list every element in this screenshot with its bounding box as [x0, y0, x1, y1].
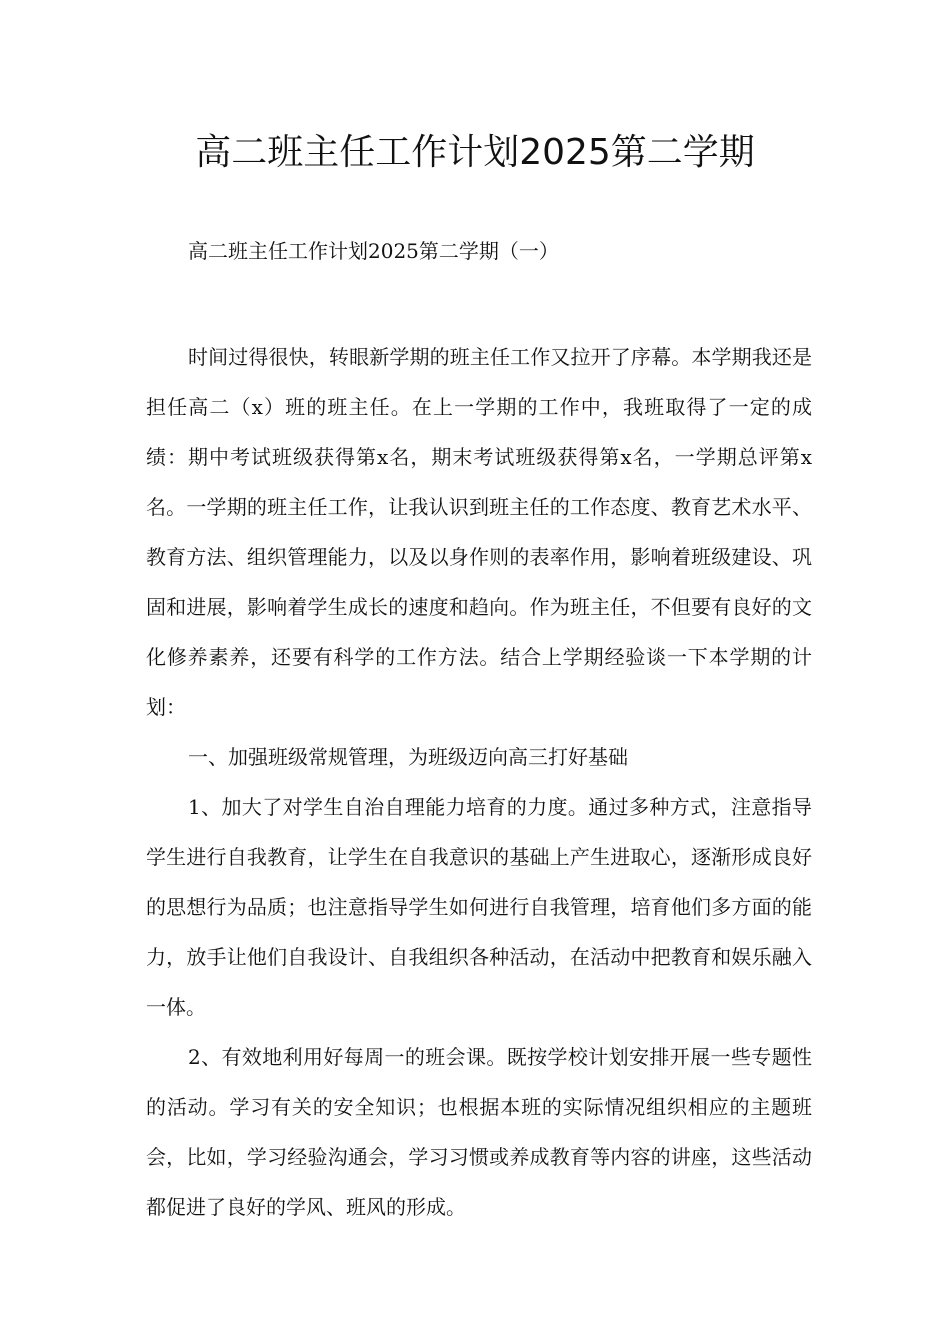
item-paragraph-2: 2、有效地利用好每周一的班会课。既按学校计划安排开展一些专题性的活动。学习有关的安全知识；也根据本班的实际情况组织相应的主题班会，比如，学习经验沟通会，学习习惯或养成教育等内容的讲座，这些活动都促进了良好的学风、班风的形成。	[146, 1045, 812, 1219]
document-body	[146, 332, 812, 1232]
item-paragraph-1: 1、加大了对学生自治自理能力培育的力度。通过多种方式，注意指导学生进行自我教育，让学生在自我意识的基础上产生进取心，逐渐形成良好的思想行为品质；也注意指导学生如何进行自我管理，培育他们多方面的能力，放手让他们自我设计、自我组织各种活动，在活动中把教育和娱乐融入一体。	[146, 795, 812, 1019]
document-subtitle: 高二班主任工作计划2025第二学期（一）	[188, 239, 559, 263]
intro-paragraph: 时间过得很快，转眼新学期的班主任工作又拉开了序幕。本学期我还是担任高二（x）班的班主任。在上一学期的工作中，我班取得了一定的成绩：期中考试班级获得第x名，期末考试班级获得第x名，一学期总评第x名。一学期的班主任工作，让我认识到班主任的工作态度、教育艺术水平、教育方法、组织管理能力，以及以身作则的表率作用，影响着班级建设、巩固和进展，影响着学生成长的速度和趋向。作为班主任，不但要有良好的文化修养素养，还要有科学的工作方法。结合上学期经验谈一下本学期的计划：	[146, 345, 812, 719]
section-heading: 一、加强班级常规管理，为班级迈向高三打好基础	[188, 745, 628, 769]
document-title: 高二班主任工作计划2025第二学期	[195, 132, 755, 173]
